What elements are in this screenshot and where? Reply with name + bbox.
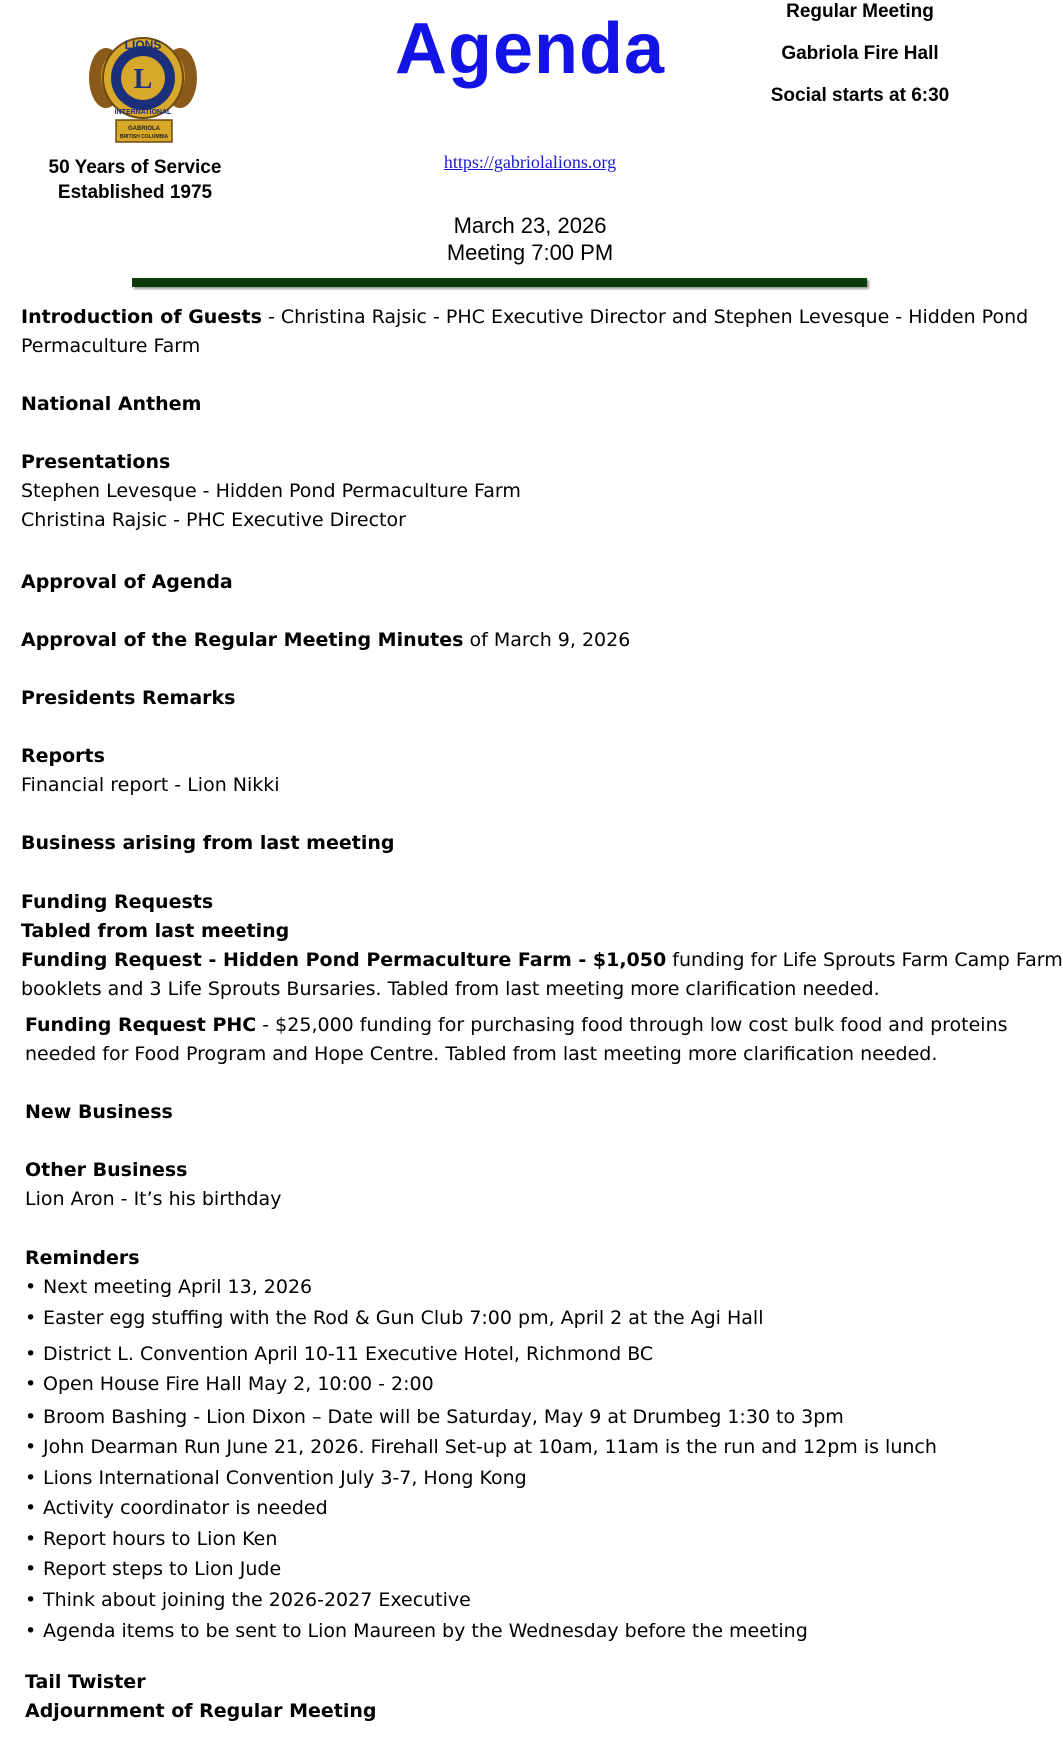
guests-line	[21, 303, 1028, 332]
presentations-heading: Presentations	[21, 451, 171, 473]
service-years: 50 Years of Service	[48, 157, 222, 178]
page-title: Agenda	[394, 9, 666, 89]
reminder-text: Broom Bashing - Lion Dixon – Date will be Saturday, May 9 at Drumbeg 1:30 to 3pm	[43, 1406, 844, 1428]
reminder-text: Lions International Convention July 3-7, Hong Kong	[43, 1467, 527, 1489]
logo-top-text: LIONS	[124, 38, 162, 52]
reminder-text: Report steps to Lion Jude	[43, 1558, 282, 1580]
tabled-heading: Tabled from last meeting	[21, 920, 290, 942]
social-time: Social starts at 6:30	[770, 85, 950, 106]
bullet-icon: •	[25, 1343, 37, 1365]
presidents-heading: Presidents Remarks	[21, 687, 236, 709]
reminder-text: John Dearman Run June 21, 2026. Firehall Set-up at 10am, 11am is the run and 12pm is lunch	[43, 1436, 937, 1458]
bullet-icon: •	[25, 1528, 37, 1550]
logo-place-line2: BRITISH COLUMBIA	[119, 134, 169, 140]
reminder-text: Report hours to Lion Ken	[43, 1528, 278, 1550]
reminder-text: Agenda items to be sent to Lion Maureen by the Wednesday before the meeting	[43, 1620, 808, 1642]
presentation-item: Stephen Levesque - Hidden Pond Permaculture Farm	[21, 480, 521, 502]
bullet-icon: •	[25, 1276, 37, 1298]
funding-request-2-text: - $25,000 funding for purchasing food through low cost bulk food and proteins	[256, 1014, 1008, 1036]
logo-letter: L	[133, 64, 153, 95]
bullet-icon: •	[25, 1558, 37, 1580]
funding-request-1-label: Funding Request - Hidden Pond Permaculture Farm - $1,050	[21, 949, 667, 971]
anthem-heading: National Anthem	[21, 393, 202, 415]
new-business-heading: New Business	[25, 1101, 173, 1123]
funding-request-2-cont: needed for Food Program and Hope Centre. Tabled from last meeting more clarification needed.	[25, 1043, 938, 1065]
meeting-date: March 23, 2026	[453, 213, 607, 238]
funding-request-1-cont: booklets and 3 Life Sprouts Bursaries. Tabled from last meeting more clarification needed.	[21, 978, 880, 1000]
reminder-item	[25, 1555, 281, 1584]
reminder-text: District L. Convention April 10-11 Executive Hotel, Richmond BC	[43, 1343, 654, 1365]
approval-agenda-heading: Approval of Agenda	[21, 571, 233, 593]
bullet-icon: •	[25, 1406, 37, 1428]
funding-request-1	[21, 946, 1063, 975]
reminder-item	[25, 1403, 844, 1432]
report-item: Financial report - Lion Nikki	[21, 774, 280, 796]
meeting-type: Regular Meeting	[786, 1, 934, 22]
funding-request-2-label: Funding Request PHC	[25, 1014, 257, 1036]
meeting-location: Gabriola Fire Hall	[781, 43, 939, 64]
reminder-item	[25, 1586, 471, 1615]
reminder-text: Think about joining the 2026-2027 Executive	[43, 1589, 471, 1611]
meeting-time: Meeting 7:00 PM	[446, 240, 614, 265]
reminder-text: Open House Fire Hall May 2, 10:00 - 2:00	[43, 1373, 434, 1395]
bullet-icon: •	[25, 1620, 37, 1642]
bullet-icon: •	[25, 1307, 37, 1329]
guests-text-cont: Permaculture Farm	[21, 335, 201, 357]
logo-place-line1: GABRIOLA	[128, 126, 160, 132]
guests-text: - Christina Rajsic - PHC Executive Director and Stephen Levesque - Hidden Pond	[261, 306, 1029, 328]
reminder-item	[25, 1494, 328, 1523]
bullet-icon: •	[25, 1589, 37, 1611]
guests-label: Introduction of Guests	[21, 306, 262, 328]
funding-request-2	[25, 1011, 1008, 1040]
reports-heading: Reports	[21, 745, 105, 767]
logo-ring-text: INTERNATIONAL	[114, 109, 172, 116]
reminder-item	[25, 1433, 937, 1462]
reminder-item	[25, 1464, 527, 1493]
presentation-item: Christina Rajsic - PHC Executive Director	[21, 509, 406, 531]
reminder-item	[25, 1617, 808, 1646]
established-year: Established 1975	[57, 182, 213, 203]
bullet-icon: •	[25, 1467, 37, 1489]
reminder-text: Activity coordinator is needed	[43, 1497, 328, 1519]
adjournment-heading: Adjournment of Regular Meeting	[25, 1700, 377, 1722]
reminder-item	[25, 1525, 277, 1554]
reminder-item	[25, 1273, 312, 1302]
reminder-text: Easter egg stuffing with the Rod & Gun Club 7:00 pm, April 2 at the Agi Hall	[43, 1307, 764, 1329]
other-business-heading: Other Business	[25, 1159, 188, 1181]
other-business-item: Lion Aron - It’s his birthday	[25, 1188, 282, 1210]
business-arising-heading: Business arising from last meeting	[21, 832, 395, 854]
reminder-item	[25, 1304, 764, 1333]
tail-twister-heading: Tail Twister	[25, 1671, 146, 1693]
reminder-item	[25, 1370, 434, 1399]
funding-request-1-text: funding for Life Sprouts Farm Camp Farm	[666, 949, 1063, 971]
approval-minutes-label: Approval of the Regular Meeting Minutes	[21, 629, 464, 651]
reminder-text: Next meeting April 13, 2026	[43, 1276, 313, 1298]
bullet-icon: •	[25, 1497, 37, 1519]
reminder-item	[25, 1340, 653, 1369]
approval-minutes-line	[21, 626, 630, 655]
bullet-icon: •	[25, 1373, 37, 1395]
bullet-icon: •	[25, 1436, 37, 1458]
approval-minutes-text: of March 9, 2026	[463, 629, 631, 651]
website-link[interactable]: https://gabriolalions.org	[443, 152, 617, 172]
funding-requests-heading: Funding Requests	[21, 891, 214, 913]
reminders-heading: Reminders	[25, 1247, 140, 1269]
